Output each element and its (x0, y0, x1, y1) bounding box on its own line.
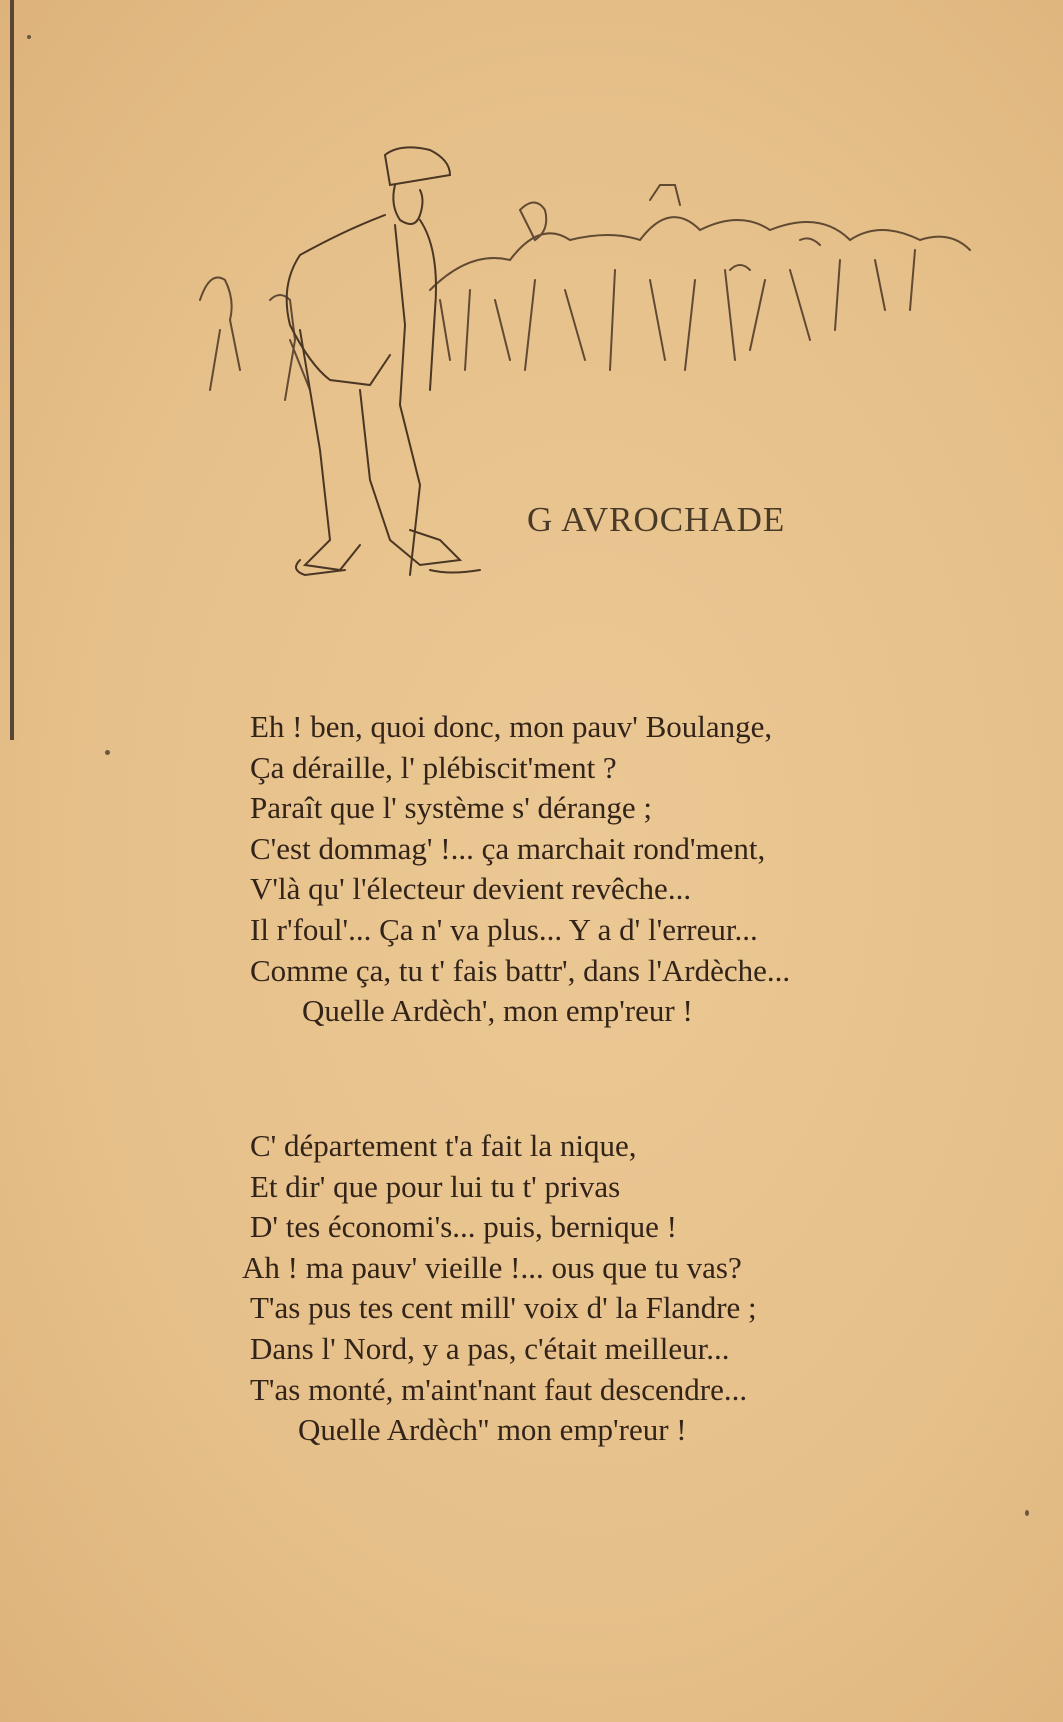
refrain-line: Quelle Ardèch'' mon emp'reur ! (298, 1412, 687, 1448)
verse-line: Paraît que l' système s' dérange ; (250, 790, 653, 826)
poem-title: G AVROCHADE (527, 500, 786, 539)
paper-speck (105, 750, 110, 755)
verse-line: Il r'foul'... Ça n' va plus... Y a d' l'erreur... (250, 911, 758, 947)
paper-speck (1025, 1510, 1029, 1516)
verse-line: V'là qu' l'électeur devient revêche... (250, 871, 692, 907)
verse-line: Et dir' que pour lui tu t' privas (250, 1168, 621, 1204)
verse-line: D' tes économi's... puis, bernique ! (250, 1209, 678, 1245)
verse-line: Ah ! ma pauv' vieille !... ous que tu vas? (242, 1249, 742, 1285)
verse-line: Comme ça, tu t' fais battr', dans l'Ardèche... (250, 952, 791, 988)
verse-line: Ça déraille, l' plébiscit'ment ? (250, 749, 617, 785)
gavroche-figure (287, 147, 480, 575)
verse-line: Dans l' Nord, y a pas, c'était meilleur... (250, 1330, 730, 1366)
crowd-drawing (200, 185, 970, 400)
verse-line: T'as monté, m'aint'nant faut descendre... (250, 1371, 748, 1407)
refrain-line: Quelle Ardèch', mon emp'reur ! (302, 993, 693, 1029)
verse-line: C'est dommag' !... ça marchait rond'ment, (250, 830, 766, 866)
verse-line: Eh ! ben, quoi donc, mon pauv' Boulange, (250, 709, 773, 744)
stanza-2 (242, 1126, 757, 1451)
verse-line: C' département t'a fait la nique, (250, 1128, 637, 1163)
verse-line: T'as pus tes cent mill' voix d' la Flandre ; (250, 1290, 757, 1326)
stanza-1 (250, 707, 790, 1032)
